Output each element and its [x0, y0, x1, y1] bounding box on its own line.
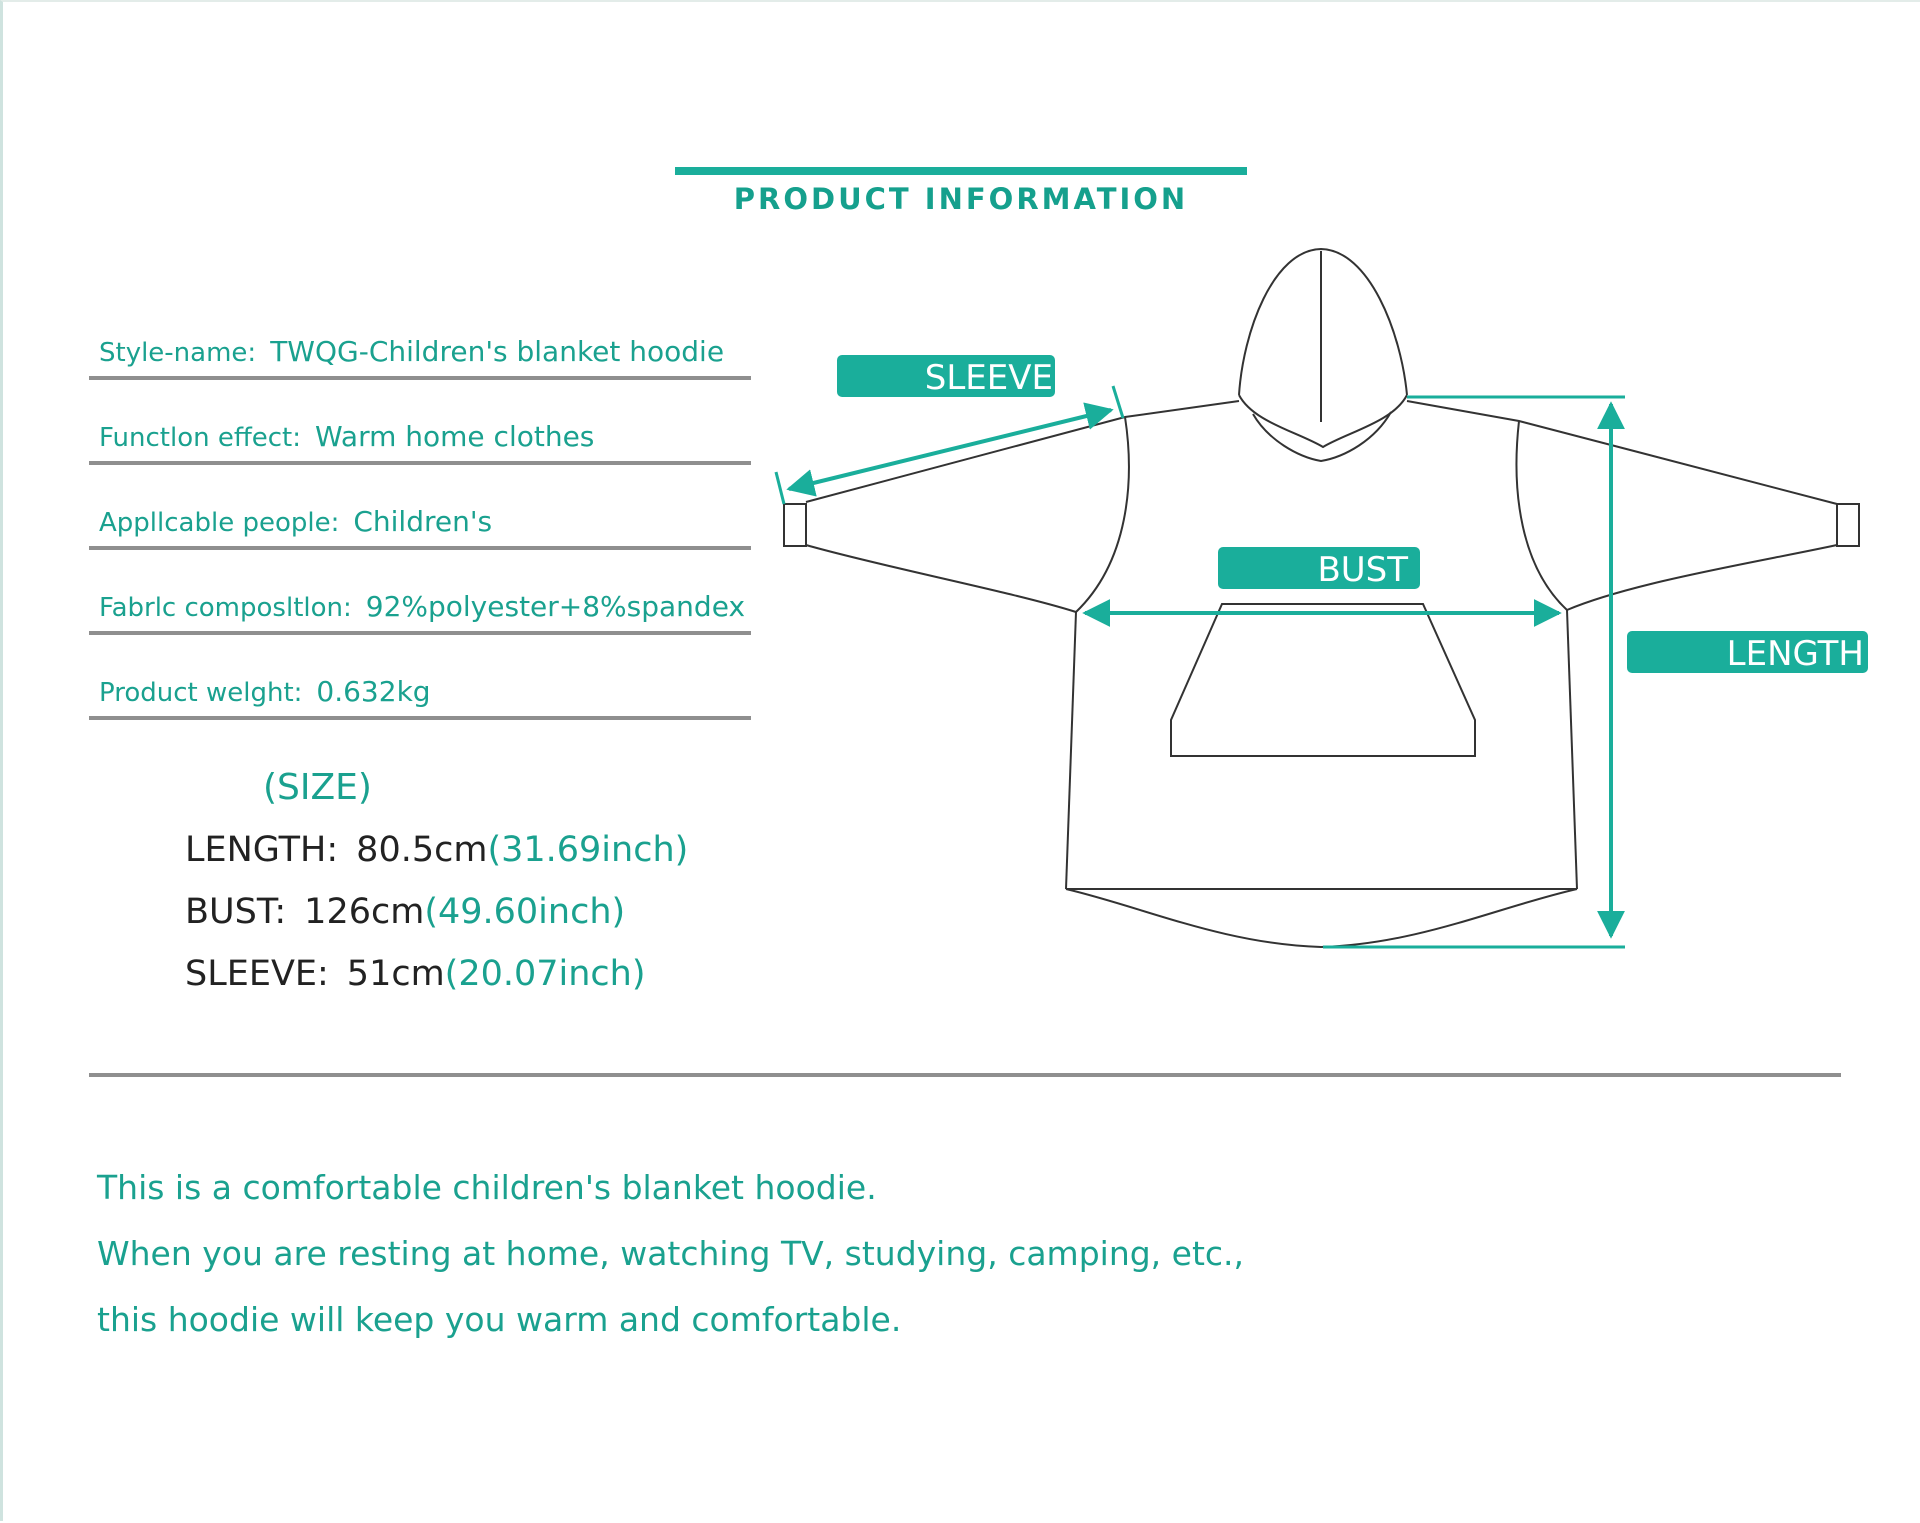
info-value: 0.632kg	[316, 675, 431, 708]
size-label: SLEEVE:	[185, 954, 329, 994]
length-tag	[1627, 631, 1868, 674]
sleeve-tag	[837, 355, 1055, 398]
info-value: Children's	[353, 505, 493, 538]
left-sleeve-bottom	[806, 545, 1076, 612]
size-cm: 80.5cm	[356, 830, 488, 870]
size-inch: (20.07inch)	[444, 954, 646, 994]
left-cuff	[784, 504, 806, 546]
description-line-2: When you are resting at home, watching TV, studying, camping, etc.,	[97, 1234, 1245, 1273]
body-right-side	[1567, 610, 1577, 889]
hoodie-outline	[784, 249, 1859, 947]
sleeve-arrow	[789, 410, 1111, 489]
info-value: TWQG-Children's blanket hoodie	[270, 335, 725, 368]
info-value: Warm home clothes	[315, 420, 595, 453]
right-sleeve-top	[1407, 401, 1837, 504]
body-left-side	[1066, 612, 1076, 889]
length-tag-text: LENGTH	[1726, 634, 1864, 674]
size-heading: (SIZE)	[263, 767, 372, 808]
info-key: Product welght:	[99, 678, 303, 708]
description-line-1: This is a comfortable children's blanket hoodie.	[97, 1168, 877, 1207]
description-line-3: this hoodie will keep you warm and comfortable.	[97, 1300, 902, 1339]
front-pocket	[1171, 604, 1475, 756]
bust-tag-text: BUST	[1317, 550, 1408, 590]
hood-rim	[1239, 395, 1407, 447]
right-cuff	[1837, 504, 1859, 546]
size-label: BUST:	[185, 892, 287, 932]
sleeve-tick-right	[1113, 386, 1123, 418]
info-key: Fabrlc composltlon:	[99, 593, 352, 623]
page-title: PRODUCT INFORMATION	[733, 182, 1189, 216]
info-key: Appllcable people:	[99, 508, 340, 538]
info-value: 92%polyester+8%spandex	[365, 590, 746, 623]
size-cm: 126cm	[304, 892, 425, 932]
info-key: Functlon effect:	[99, 423, 302, 453]
size-cm: 51cm	[346, 954, 445, 994]
left-sleeve-top	[806, 401, 1239, 502]
right-sleeve-bottom	[1567, 545, 1837, 610]
info-key: Style-name:	[99, 338, 257, 368]
size-inch: (31.69inch)	[487, 830, 689, 870]
right-armhole	[1517, 421, 1567, 610]
size-inch: (49.60inch)	[424, 892, 626, 932]
section-divider	[89, 1073, 1841, 1077]
sleeve-tick-left	[776, 472, 784, 504]
body-curved-hem	[1066, 889, 1577, 947]
hood-shape	[1239, 249, 1407, 395]
hoodie-diagram	[3, 2, 1920, 1523]
left-armhole	[1076, 417, 1129, 612]
bust-tag	[1218, 547, 1420, 590]
sleeve-tag-text: SLEEVE	[924, 358, 1053, 398]
size-label: LENGTH:	[185, 830, 339, 870]
measurement-lines	[776, 386, 1625, 947]
